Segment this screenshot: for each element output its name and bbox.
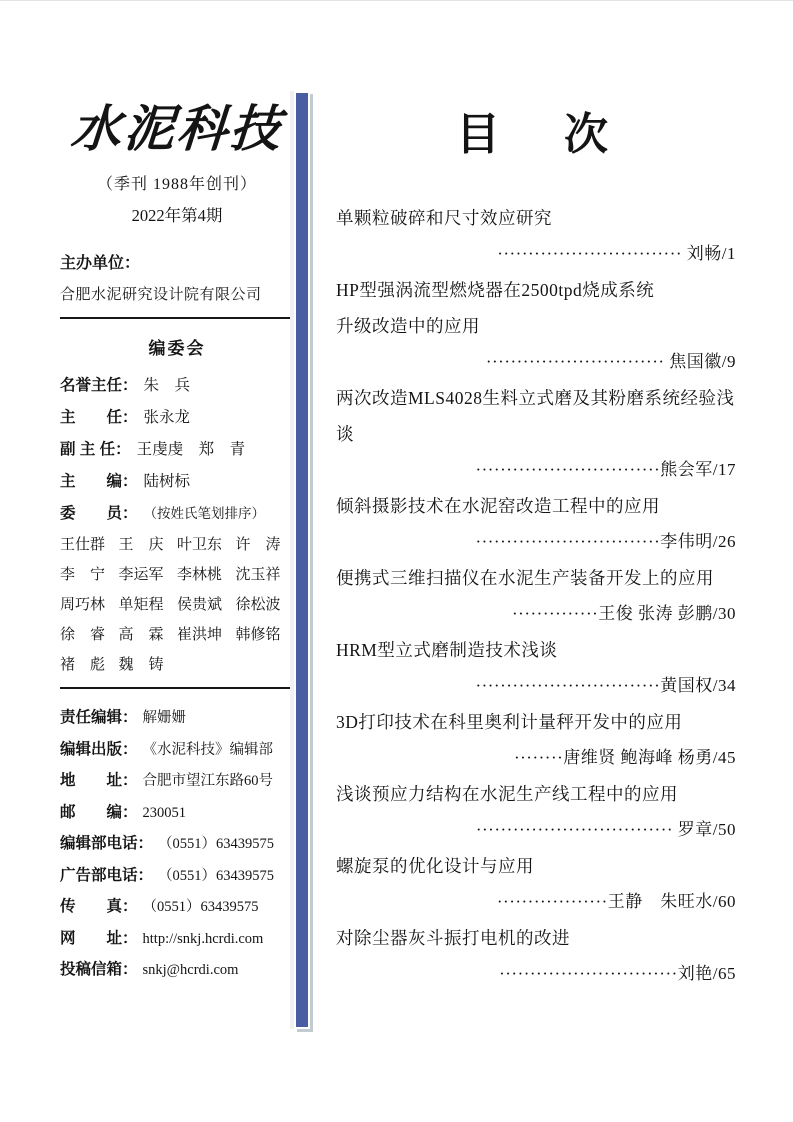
- board-member-name: 徐 睿: [60, 627, 106, 643]
- board-role-label: 主 编：: [60, 473, 138, 490]
- board-member-name: 褚 彪: [60, 657, 106, 673]
- toc-entry-title: 3D打印技术在科里奥利计量秤开发中的应用: [336, 712, 683, 732]
- publication-info-label: 编辑部电话：: [60, 835, 154, 852]
- publication-info-row: [60, 768, 294, 790]
- toc-entry-byline: ······························ 刘畅/1: [497, 244, 736, 263]
- board-role-row: [60, 469, 294, 491]
- divider-rule-top: [60, 317, 294, 319]
- organizer-name: 合肥水泥研究设计院有限公司: [60, 287, 262, 303]
- board-member-name: 周巧林: [60, 597, 106, 613]
- publication-info-label: 地 址：: [60, 772, 138, 789]
- toc-entry-byline: ····························· 焦国徽/9: [485, 352, 736, 371]
- toc-entry-title: 便携式三维扫描仪在水泥生产装备开发上的应用: [336, 568, 714, 588]
- publication-info-row: [60, 800, 294, 822]
- board-role-row: [60, 501, 294, 523]
- toc-entry-title: 浅谈预应力结构在水泥生产线工程中的应用: [336, 784, 678, 804]
- publication-info-label: 传 真：: [60, 898, 138, 915]
- toc-list: [336, 200, 738, 992]
- board-member-name: 侯贵斌: [177, 597, 223, 613]
- toc-entry: [336, 272, 738, 380]
- board-member-name: 王 庆: [118, 537, 164, 553]
- publication-info-value: 《水泥科技》编辑部: [142, 741, 274, 758]
- toc-entry-title: 螺旋泵的优化设计与应用: [336, 856, 534, 876]
- toc-entry-title: HRM型立式磨制造技术浅谈: [336, 640, 558, 660]
- board-member-name: 高 霖: [118, 627, 164, 643]
- organizer-label: 主办单位：: [60, 255, 141, 272]
- publication-info-label: 网 址：: [60, 929, 138, 947]
- board-member-name: 叶卫东: [177, 537, 223, 553]
- board-member-name: 李林桃: [177, 567, 223, 583]
- board-role-label: 副 主 任：: [60, 441, 131, 458]
- publication-info-row: [60, 705, 294, 727]
- toc-entry-byline: ··················王静 朱旺水/60: [496, 892, 736, 911]
- board-member-name: 王仕群: [60, 537, 106, 553]
- board-role-row: [60, 437, 294, 459]
- publication-info-value: （0551）63439575: [158, 836, 275, 852]
- toc-entry-byline: ·····························刘艳/65: [499, 964, 736, 983]
- journal-title: 水泥科技: [68, 99, 286, 158]
- toc-entry-title: 两次改造MLS4028生料立式磨及其粉磨系统经验浅谈: [336, 388, 735, 444]
- board-role-value: （按姓氏笔划排序）: [143, 506, 266, 521]
- toc-entry: [336, 848, 738, 920]
- board-member-name: 单矩程: [118, 597, 164, 613]
- divider-rule-bottom: [60, 687, 294, 689]
- publication-info-value: http://snkj.hcrdi.com: [142, 930, 264, 947]
- toc-entry: [336, 632, 738, 704]
- publication-info-label: 广告部电话：: [60, 866, 154, 884]
- toc-entry-title: 对除尘器灰斗振打电机的改进: [336, 928, 570, 948]
- toc-column: [336, 107, 738, 992]
- editorial-board-roles: [60, 373, 294, 523]
- journal-issue: 2022年第4期: [131, 206, 223, 225]
- toc-entry: [336, 488, 738, 560]
- publication-info-row: [60, 894, 294, 916]
- toc-entry-title: 倾斜摄影技术在水泥窑改造工程中的应用: [336, 496, 660, 516]
- board-role-label: 名誉主任：: [60, 377, 138, 394]
- toc-entry-byline: ······························李伟明/26: [475, 532, 736, 551]
- publication-info-value: 230051: [142, 804, 187, 821]
- toc-entry: [336, 920, 738, 992]
- journal-subtitle: （季刊 1988年创刊）: [96, 176, 257, 193]
- publication-info-list: [60, 705, 294, 979]
- publication-info-label: 编辑出版：: [60, 740, 138, 758]
- publication-info-row: [60, 831, 294, 853]
- board-role-label: 主 任：: [60, 409, 138, 426]
- toc-entry-title: 升级改造中的应用: [336, 316, 480, 336]
- toc-heading: 目 次: [456, 109, 618, 160]
- board-role-row: [60, 405, 294, 427]
- publication-info-label: 邮 编：: [60, 803, 138, 821]
- editorial-board-members: [60, 533, 294, 674]
- publication-info-label: 投稿信箱：: [60, 961, 138, 978]
- board-member-name: 崔洪坤: [177, 627, 223, 643]
- board-role-value: 陆树标: [143, 473, 191, 490]
- editorial-board-heading: 编委会: [148, 339, 206, 358]
- board-member-name: 魏 铸: [118, 657, 164, 673]
- toc-entry-title: 单颗粒破碎和尺寸效应研究: [336, 208, 552, 228]
- board-member-name: 徐松波: [235, 597, 281, 613]
- publication-info-row: [60, 737, 294, 759]
- toc-entry: [336, 704, 738, 776]
- toc-entry: [336, 560, 738, 632]
- publication-info-label: 责任编辑：: [60, 709, 138, 726]
- board-member-name: 沈玉祥: [235, 567, 281, 583]
- board-role-value: 王虔虔 郑 青: [136, 441, 246, 458]
- column-divider-bar: [294, 91, 310, 1029]
- board-role-value: 朱 兵: [143, 377, 191, 394]
- toc-entry-byline: ······························熊会军/17: [475, 460, 736, 479]
- toc-entry-byline: ······························黄国权/34: [475, 676, 736, 695]
- publication-info-value: 合肥市望江东路60号: [142, 773, 274, 789]
- publication-info-row: [60, 863, 294, 885]
- publication-info-value: 解姗姗: [142, 710, 187, 726]
- publication-info-value: （0551）63439575: [158, 867, 275, 884]
- toc-entry: [336, 380, 738, 488]
- toc-entry-byline: ································ 罗章/50: [475, 820, 736, 839]
- toc-entry: [336, 200, 738, 272]
- board-member-name: 许 涛: [235, 537, 281, 553]
- board-role-label: 委 员：: [60, 505, 138, 522]
- toc-entry-title: HP型强涡流型燃烧器在2500tpd烧成系统: [336, 280, 655, 300]
- toc-entry: [336, 776, 738, 848]
- board-role-row: [60, 373, 294, 395]
- publication-info-value: （0551）63439575: [142, 899, 259, 915]
- board-role-value: 张永龙: [143, 409, 191, 426]
- toc-entry-byline: ··············王俊 张涛 彭鹏/30: [512, 604, 736, 623]
- publication-info-row: [60, 926, 294, 948]
- board-member-name: 韩修铭: [235, 627, 281, 643]
- board-member-name: 李 宁: [60, 567, 106, 583]
- masthead-column: [60, 99, 294, 989]
- publication-info-row: [60, 957, 294, 979]
- publication-info-value: snkj@hcrdi.com: [142, 962, 239, 978]
- board-member-name: 李运军: [118, 567, 164, 583]
- toc-entry-byline: ········唐维贤 鲍海峰 杨勇/45: [513, 748, 736, 767]
